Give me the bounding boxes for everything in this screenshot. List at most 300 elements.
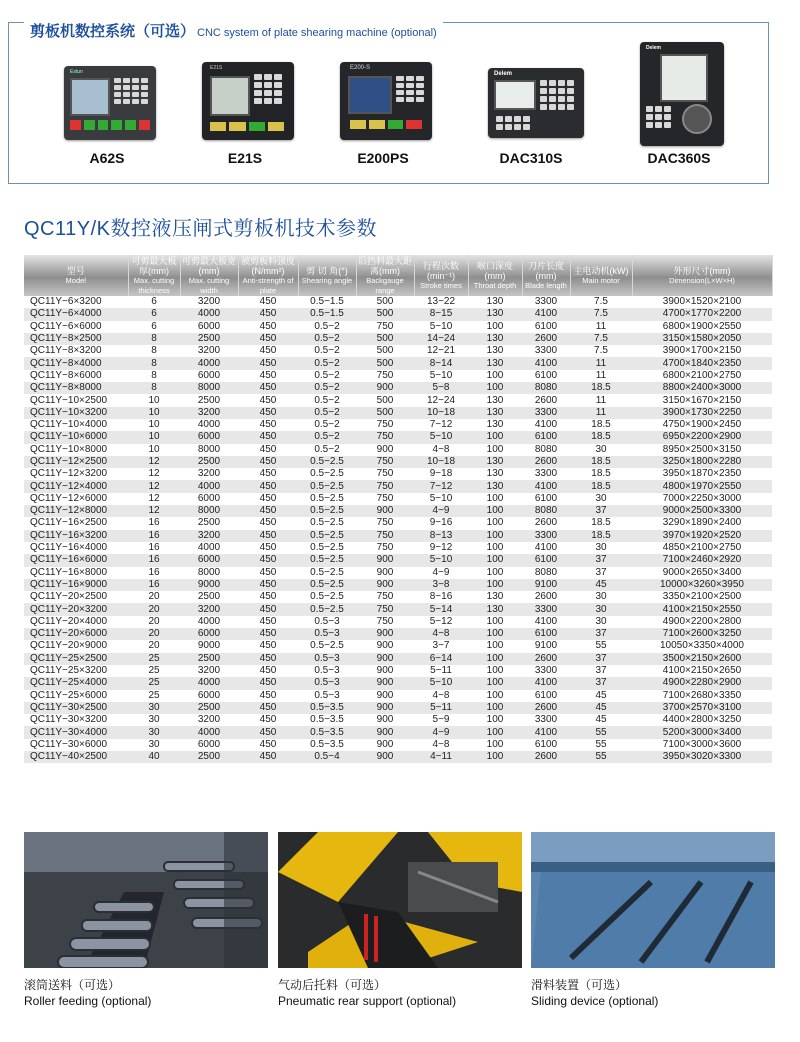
table-cell: 450: [259, 566, 277, 578]
table-cell: 0.5−3.5: [298, 702, 356, 714]
table-cell: 130: [468, 456, 522, 468]
table-cell: 100: [486, 714, 504, 726]
table-cell: 130: [486, 296, 504, 308]
table-cell: 9000×2500×3300: [632, 505, 772, 517]
controller-brand: E200-S: [350, 65, 371, 71]
column-header: [238, 255, 298, 296]
table-cell: 0.5−3.5: [298, 726, 356, 738]
table-cell: 7100×2460×2920: [632, 554, 772, 566]
table-cell: 11: [570, 407, 632, 419]
table-cell: 500: [376, 394, 394, 406]
table-cell: 18.5: [591, 517, 611, 529]
column-header-en: Max. cutting thickness: [133, 275, 175, 295]
table-cell: 900: [356, 554, 414, 566]
table-cell: 900: [376, 665, 394, 677]
table-cell: 4700×1840×2350: [632, 357, 772, 369]
table-cell: 6000: [197, 689, 221, 701]
table-cell: 4000: [197, 615, 221, 627]
table-cell: 5−10: [429, 492, 453, 504]
table-cell: 8: [151, 345, 157, 357]
table-cell: QC11Y−20×3200: [24, 603, 128, 615]
table-cell: 130: [486, 345, 504, 357]
table-cell: 18.5: [570, 456, 632, 468]
table-cell: 3150×1580×2050: [632, 333, 772, 345]
table-row: [24, 739, 772, 751]
table-cell: 130: [486, 468, 504, 480]
table-cell: 750: [376, 468, 394, 480]
table-cell: QC11Y−10×3200: [24, 407, 128, 419]
table-row: [24, 456, 772, 468]
column-header: [356, 255, 414, 296]
table-cell: 4−8: [432, 738, 450, 750]
table-cell: 5−8: [414, 382, 468, 394]
table-cell: 4100×2150×2550: [632, 603, 772, 615]
table-cell: 4900×2200×2800: [662, 615, 742, 627]
table-cell: 100: [468, 677, 522, 689]
table-cell: QC11Y−8×3200: [30, 345, 102, 357]
table-cell: 450: [259, 320, 277, 332]
table-cell: 3300: [534, 665, 558, 677]
table-cell: 8−13: [414, 530, 468, 542]
table-cell: 4100: [522, 480, 570, 492]
table-cell: 2600: [522, 456, 570, 468]
table-cell: 12−21: [426, 345, 456, 357]
table-cell: 9100: [522, 579, 570, 591]
table-cell: 6100: [522, 554, 570, 566]
table-cell: 450: [259, 665, 277, 677]
table-cell: 6100: [522, 628, 570, 640]
table-cell: 900: [376, 640, 394, 652]
table-cell: 16: [148, 566, 160, 578]
table-cell: 0.5−2: [314, 419, 340, 431]
table-cell: 3300: [534, 468, 558, 480]
table-cell: 450: [259, 345, 277, 357]
table-cell: 5200×3000×3400: [632, 726, 772, 738]
table-cell: 4100×2150×2650: [662, 665, 742, 677]
table-cell: 100: [468, 505, 522, 517]
table-cell: 500: [356, 357, 414, 369]
table-cell: 4−9: [432, 566, 450, 578]
table-cell: 450: [238, 677, 298, 689]
table-cell: 18.5: [591, 468, 611, 480]
table-cell: 7100×3000×3600: [662, 738, 742, 750]
table-cell: 0.5−2: [298, 431, 356, 443]
table-cell: 55: [570, 751, 632, 763]
table-row: [24, 357, 772, 369]
table-cell: 6: [128, 308, 180, 320]
table-row: [24, 530, 772, 542]
table-cell: 450: [238, 480, 298, 492]
table-cell: 30: [128, 702, 180, 714]
table-cell: 4800×1970×2550: [632, 480, 772, 492]
table-cell: 0.5−2: [314, 443, 340, 455]
table-cell: 130: [486, 591, 504, 603]
table-cell: QC11Y−25×6000: [30, 689, 108, 701]
table-cell: 0.5−3.5: [310, 714, 344, 726]
table-cell: 6800×1900×2550: [662, 320, 742, 332]
column-header: [570, 255, 632, 296]
table-cell: 900: [356, 751, 414, 763]
table-row: [24, 579, 772, 591]
table-cell: 8: [128, 357, 180, 369]
table-cell: 8080: [534, 566, 558, 578]
table-cell: 0.5−2.5: [310, 542, 344, 554]
table-cell: 11: [595, 320, 607, 332]
table-cell: 9000: [197, 640, 221, 652]
sliding-device-cn: 滑料装置（可选）: [531, 978, 628, 992]
column-header-en: Anti-strength of plate: [242, 275, 294, 295]
table-cell: 0.5−3: [298, 653, 356, 665]
table-cell: 3200: [197, 345, 221, 357]
table-cell: 8000: [180, 505, 238, 517]
table-row: [24, 480, 772, 492]
column-header: [632, 255, 772, 296]
table-cell: 0.5−1.5: [310, 296, 344, 308]
table-row: [24, 394, 772, 406]
table-cell: QC11Y−12×8000: [24, 505, 128, 517]
table-cell: 0.5−2: [314, 369, 340, 381]
table-cell: 8950×2500×3150: [662, 443, 742, 455]
table-cell: 6000: [180, 554, 238, 566]
roller-feeding-caption: [24, 977, 151, 1009]
table-cell: 450: [238, 431, 298, 443]
table-cell: 450: [259, 443, 277, 455]
table-cell: 100: [486, 492, 504, 504]
table-cell: 8000: [197, 443, 221, 455]
table-cell: 9000×2650×3400: [662, 566, 742, 578]
table-cell: 4−8: [432, 689, 450, 701]
table-cell: 6800×2100×2750: [662, 369, 742, 381]
table-cell: 10: [128, 407, 180, 419]
table-cell: 3300: [522, 407, 570, 419]
column-header-en: Max. cutting width: [188, 275, 230, 295]
table-cell: 100: [486, 615, 504, 627]
table-cell: QC11Y−30×3200: [30, 714, 108, 726]
table-cell: 750: [376, 517, 394, 529]
table-cell: 450: [238, 308, 298, 320]
table-cell: 100: [468, 702, 522, 714]
table-row: [24, 517, 772, 529]
table-cell: 30: [595, 615, 607, 627]
table-cell: 30: [148, 714, 160, 726]
table-cell: 100: [468, 579, 522, 591]
table-cell: QC11Y−6×6000: [30, 320, 102, 332]
column-header-en: Stroke times: [420, 280, 462, 290]
table-cell: 3150×1670×2150: [662, 394, 742, 406]
table-cell: 130: [468, 480, 522, 492]
table-cell: 100: [486, 640, 504, 652]
controller-brand: Delem: [494, 71, 513, 77]
table-row: [24, 640, 772, 652]
table-cell: 6000: [197, 320, 221, 332]
table-cell: 130: [468, 407, 522, 419]
table-cell: 3200: [197, 714, 221, 726]
column-header: [24, 255, 128, 296]
table-cell: 750: [376, 615, 394, 627]
column-header: [522, 255, 570, 296]
table-cell: 750: [376, 369, 394, 381]
spec-table-title: QC11Y/K数控液压闸式剪板机技术参数: [24, 218, 377, 240]
table-cell: 6100: [534, 689, 558, 701]
table-cell: 450: [238, 407, 298, 419]
table-cell: 4700×1770×2200: [632, 308, 772, 320]
table-cell: 18.5: [570, 431, 632, 443]
column-header-en: Backgauge range: [366, 275, 404, 295]
roller-feeding-cn: 滚筒送料（可选）: [24, 978, 121, 992]
table-cell: QC11Y−12×2500: [24, 456, 128, 468]
table-cell: 2600: [522, 751, 570, 763]
table-cell: 30: [595, 542, 607, 554]
table-cell: 130: [468, 308, 522, 320]
table-row: [24, 714, 772, 726]
table-cell: 3500×2150×2600: [632, 653, 772, 665]
table-cell: 450: [259, 640, 277, 652]
table-cell: 10: [148, 443, 160, 455]
table-cell: 30: [595, 443, 607, 455]
table-cell: 450: [259, 738, 277, 750]
table-cell: 25: [148, 689, 160, 701]
cnc-section-title: [24, 22, 443, 43]
table-cell: 7000×2250×3000: [662, 492, 742, 504]
table-cell: 30: [570, 603, 632, 615]
table-cell: 4900×2280×2900: [632, 677, 772, 689]
table-cell: 750: [356, 480, 414, 492]
table-cell: 4100: [522, 726, 570, 738]
table-cell: 4100: [534, 542, 558, 554]
table-cell: 500: [356, 333, 414, 345]
roller-feeding-en: Roller feeding (optional): [24, 994, 152, 1008]
table-cell: QC11Y−6×4000: [24, 308, 128, 320]
table-cell: QC11Y−30×4000: [24, 726, 128, 738]
table-cell: 12: [148, 468, 160, 480]
table-cell: 100: [468, 431, 522, 443]
table-cell: 8−16: [429, 591, 453, 603]
table-cell: 3200: [180, 407, 238, 419]
table-cell: 6: [151, 296, 157, 308]
table-cell: 3290×1890×2400: [662, 517, 742, 529]
table-cell: 5−12: [429, 615, 453, 627]
table-cell: 3900×1520×2100: [662, 296, 742, 308]
column-header-cn: 主电动机(kW): [573, 265, 629, 276]
table-cell: QC11Y−25×4000: [24, 677, 128, 689]
table-cell: 500: [356, 407, 414, 419]
column-header-cn: 后挡料最大距离(mm): [357, 255, 412, 276]
table-cell: 450: [238, 579, 298, 591]
table-cell: 2600: [534, 394, 558, 406]
controller-name: DAC310S: [499, 150, 563, 166]
table-cell: 100: [468, 726, 522, 738]
table-cell: 100: [486, 443, 504, 455]
table-cell: QC11Y−16×9000: [24, 579, 128, 591]
table-cell: 8: [128, 333, 180, 345]
cnc-title-cn: 剪板机数控系统（可选）: [30, 23, 196, 40]
table-cell: 5−14: [414, 603, 468, 615]
controller-e21s: [180, 58, 310, 178]
table-cell: 8: [151, 369, 157, 381]
table-cell: 750: [356, 603, 414, 615]
table-cell: 18.5: [570, 382, 632, 394]
table-cell: 3250×1800×2280: [632, 456, 772, 468]
table-cell: 900: [376, 566, 394, 578]
table-cell: 5−10: [414, 677, 468, 689]
table-row: [24, 665, 772, 677]
table-cell: 9000: [180, 579, 238, 591]
table-cell: 4−9: [414, 505, 468, 517]
table-cell: 45: [595, 689, 607, 701]
table-cell: 0.5−3: [298, 628, 356, 640]
table-cell: 12: [128, 480, 180, 492]
controller-a62s: [42, 58, 172, 178]
table-cell: 4000: [197, 419, 221, 431]
table-cell: 7−12: [429, 419, 453, 431]
table-cell: 6100: [522, 431, 570, 443]
table-cell: 0.5−3: [314, 689, 340, 701]
table-cell: QC11Y−16×6000: [24, 554, 128, 566]
table-cell: 37: [570, 505, 632, 517]
controller-e200ps: [318, 58, 448, 178]
table-cell: 0.5−3: [314, 665, 340, 677]
table-cell: 130: [486, 419, 504, 431]
table-cell: 450: [238, 382, 298, 394]
table-cell: 3950×3020×3300: [632, 751, 772, 763]
table-cell: 2500: [180, 653, 238, 665]
column-header: [298, 255, 356, 296]
table-cell: 450: [238, 530, 298, 542]
table-cell: 450: [259, 468, 277, 480]
table-cell: 2500: [180, 333, 238, 345]
table-cell: 20: [148, 591, 160, 603]
pneumatic-rear-support-photo: [278, 832, 522, 968]
table-cell: 450: [238, 653, 298, 665]
table-cell: QC11Y−10×6000: [24, 431, 128, 443]
table-cell: 7−12: [414, 480, 468, 492]
table-cell: 0.5−2.5: [298, 480, 356, 492]
table-cell: QC11Y−30×2500: [24, 702, 128, 714]
column-header-cn: 剪 切 角(°): [306, 265, 348, 276]
table-cell: 3350×2100×2500: [662, 591, 742, 603]
table-cell: 5−10: [414, 431, 468, 443]
table-cell: 2500: [197, 591, 221, 603]
table-row: [24, 308, 772, 320]
table-cell: 2600: [534, 591, 558, 603]
table-cell: 500: [376, 296, 394, 308]
table-cell: 20: [128, 603, 180, 615]
table-cell: 3900×1730×2250: [632, 407, 772, 419]
table-cell: 450: [238, 505, 298, 517]
table-cell: QC11Y−10×8000: [30, 443, 108, 455]
table-cell: 45: [570, 702, 632, 714]
table-cell: 450: [238, 628, 298, 640]
table-cell: 3200: [197, 296, 221, 308]
table-cell: 11: [595, 369, 607, 381]
table-cell: 4−11: [414, 751, 468, 763]
pneumatic-rear-support-cn: 气动后托料（可选）: [278, 978, 387, 992]
controller-name: A62S: [89, 150, 125, 166]
table-cell: 30: [148, 738, 160, 750]
table-cell: 8000: [197, 566, 221, 578]
table-cell: 4000: [180, 308, 238, 320]
table-cell: 6000: [197, 369, 221, 381]
table-cell: 450: [259, 542, 277, 554]
table-cell: 0.5−2.5: [298, 530, 356, 542]
controller-brand: E21S: [210, 65, 223, 71]
table-cell: QC11Y−12×3200: [30, 468, 108, 480]
table-cell: 4000: [180, 357, 238, 369]
table-cell: 18.5: [570, 530, 632, 542]
table-cell: 450: [259, 394, 277, 406]
table-cell: 0.5−2.5: [310, 640, 344, 652]
table-cell: 9−18: [429, 468, 453, 480]
table-cell: 100: [486, 738, 504, 750]
column-header-cn: 喉口深度(mm): [476, 260, 513, 281]
table-cell: 450: [259, 689, 277, 701]
table-cell: 5−10: [429, 320, 453, 332]
table-cell: 45: [570, 579, 632, 591]
table-cell: 900: [376, 714, 394, 726]
table-cell: 6100: [534, 738, 558, 750]
table-cell: 0.5−2.5: [310, 566, 344, 578]
table-cell: 100: [468, 530, 522, 542]
table-cell: 100: [468, 382, 522, 394]
table-cell: 0.5−3.5: [310, 738, 344, 750]
table-cell: 10: [128, 431, 180, 443]
table-cell: 30: [595, 591, 607, 603]
table-cell: QC11Y−20×6000: [24, 628, 128, 640]
table-cell: 6000: [180, 431, 238, 443]
table-cell: 20: [148, 640, 160, 652]
table-cell: 18.5: [570, 480, 632, 492]
table-cell: 30: [595, 492, 607, 504]
table-cell: 0.5−1.5: [298, 308, 356, 320]
table-cell: 6000: [197, 738, 221, 750]
table-cell: 4100: [522, 308, 570, 320]
table-cell: 100: [468, 554, 522, 566]
table-cell: 750: [356, 530, 414, 542]
column-header: [414, 255, 468, 296]
table-cell: 6: [151, 320, 157, 332]
table-cell: 4100: [522, 357, 570, 369]
table-row: [24, 702, 772, 714]
table-cell: 12: [148, 492, 160, 504]
table-cell: 6−14: [414, 653, 468, 665]
table-cell: 12: [128, 456, 180, 468]
table-cell: 3−8: [414, 579, 468, 591]
table-cell: 2500: [180, 702, 238, 714]
table-cell: 2500: [197, 517, 221, 529]
table-cell: 0.5−4: [298, 751, 356, 763]
column-header: [180, 255, 238, 296]
table-cell: 3200: [180, 603, 238, 615]
table-cell: QC11Y−16×2500: [30, 517, 108, 529]
table-cell: 750: [376, 419, 394, 431]
column-header-en: Main motor: [582, 275, 620, 285]
column-header-en: Shearing angle: [301, 275, 353, 285]
table-cell: 55: [570, 726, 632, 738]
table-row: [24, 726, 772, 738]
table-cell: 3−7: [432, 640, 450, 652]
sliding-device-photo: [531, 832, 775, 968]
table-cell: 37: [570, 628, 632, 640]
table-cell: 0.5−3: [314, 615, 340, 627]
table-cell: 8080: [522, 382, 570, 394]
table-row: [24, 542, 772, 554]
controller-name: E200PS: [357, 150, 409, 166]
table-cell: 0.5−2: [314, 394, 340, 406]
column-header-cn: 被剪板料强度(N/mm²): [240, 255, 295, 276]
table-cell: 750: [356, 431, 414, 443]
table-cell: 450: [259, 714, 277, 726]
column-header-en: Dimension(L×W×H): [669, 275, 735, 285]
